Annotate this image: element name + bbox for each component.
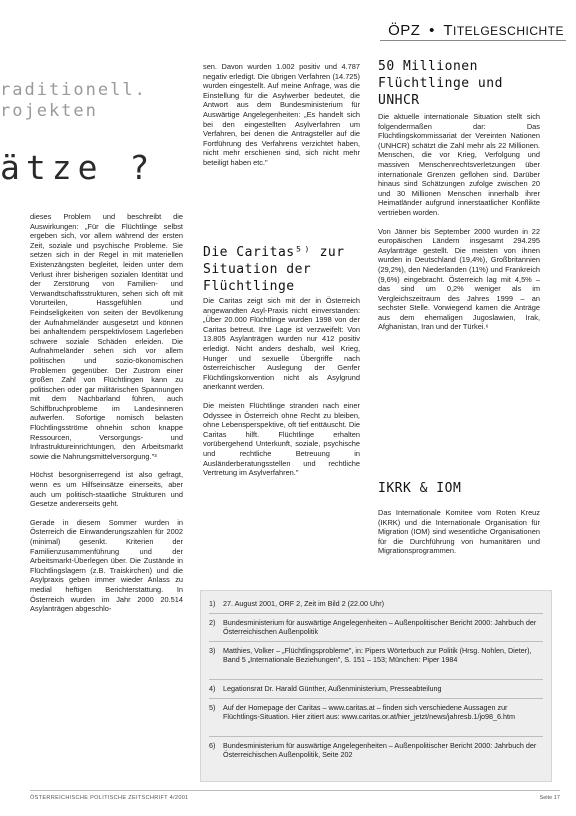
paragraph: sen. Davon wurden 1.002 positiv und 4.787 negativ erledigt. Die übrigen Verfahren (14.725) wurden eingestellt. Auf meine Anfrage, was die Einstellung für die Asylwerber bedeutet, die Antwort aus dem Bundesministerium für Auswärtige Angelegenheiten: „Es handelt sich bei den eingestellten Asylverfahren um Verfahren, bei denen die Antragsteller auf die Fortführung des Verfahrens verzichtet haben, nicht mehr erschienen sind, sich nicht mehr beteiligt haben etc.": [203, 62, 360, 167]
ikrk-heading: IKRK & IOM: [378, 481, 462, 496]
section-rest: ITELGESCHICHTE: [452, 24, 564, 38]
paragraph: dieses Problem und beschreibt die Auswirkungen: „Für die Flüchtlinge selbst ergeben sich, vor allem während der ersten Zeit, soziale und psychische Probleme. Sie setzen sich in der Regel in mit materiellen Existenzängsten begleitet, leiden unter dem Verlust ihrer bisherigen sozialen Identität und der Zerstörung von Familien- und Verwandtschaftsstrukturen, sehen sich oft mit Vorurteilen, Hassgefühlen und Feindseligkeiten von seiten der Bevölkerung der Aufnahmeländer ausgesetzt und können bei anhaltendem perspektivlosem Lagerleben schwere soziale Schäden erleiden. Die Aufnahmeländer sehen sich vor allem politischen und sozio-ökonomischen Problemen gegenüber. Der Zustrom einer großen Zahl von Flüchtlingen kann zu politischen oder gar militärischen Spannungen mit dem Nachbarland führen, auch Schiffbruchprobleme im Landesinneren aufwerfen. Sofortige nomisch belasten Flüchtlingsströme ohnehin schon knappe Ressourcen, Versorgungs- und Infrastruktureinrichtungen, den Arbeitsmarkt sowie die Nahrungsmittelversorgung."³: [30, 212, 183, 461]
paragraph: Das Internationale Komitee vom Roten Kreuz (IKRK) und die Internationale Organisation für Migration (IOM) sind wesentliche Organisationen für die Durchführung von humanitären und Migrationsprogrammen.: [378, 508, 540, 556]
footnote-divider: [209, 698, 543, 699]
column-1: [30, 212, 183, 623]
footnote-text: Auf der Homepage der Caritas – www.caritas.at – finden sich verschiedene Aussagen zur Flüchtlings-Situation. Hier zitiert aus: www.caritas.or.at/hier_jetzt/news/jahresb.1/jo98_6.htm: [223, 703, 516, 722]
paragraph: Die meisten Flüchtlinge stranden nach einer Odyssee in Österreich ohne Recht zu bleiben, ohne Lebensperspektive, oft tief enttäuscht. Die Caritas hilft. Flüchtlinge erhalten vorübergehend Unterkunft, soziale, psychische und rechtliche Betreuung in Ausländerberatungsstellen und rechtliche Vertretung im Asylverfahren.": [203, 400, 360, 478]
article-title-big: ätze ?: [0, 148, 156, 187]
section-label: [388, 22, 564, 39]
paragraph: Die Caritas zeigt sich mit der in Österreich angewandten Asyl-Praxis nicht einverstanden: „Über 20.000 Flüchtlinge wurden 1998 von der Caritas betreut. Ihre Lage ist verzweifelt: Von 13.805 Asylanträgen wurden nur 412 positiv erledigt. Nicht anders deshalb, weil Krieg, Hunger und sexuelle Übergriffe nach österreichischer Auslegung der Genfer Flüchtlingskonvention nicht als Asylgrund anerkannt werden.: [203, 296, 360, 392]
footnote-number: 2): [209, 618, 216, 627]
title-line-2: rojekten: [0, 101, 98, 121]
paragraph: Höchst besorgniserregend ist also gefragt, wenn es um Hilfseinsätze einerseits, aber auch um politisch-staatliche Strukturen und Gesetze andererseits geht.: [30, 470, 183, 509]
footnote-divider: [209, 736, 543, 737]
footnote-number: 6): [209, 741, 216, 750]
title-line-1: raditionell.: [0, 80, 147, 100]
footnote-number: 5): [209, 703, 216, 712]
footnotes-box: [200, 590, 552, 782]
caritas-heading: Die Caritas⁵⁾ zur Situation der Flüchtlinge: [203, 245, 345, 294]
footnote-number: 3): [209, 646, 216, 655]
footnote-divider: [209, 641, 543, 642]
paragraph: Gerade in diesem Sommer wurden in Österreich die Einwanderungszahlen für 2002 (minimal) gesenkt. Kriterien der Familienzusammenführung und der Arbeitsmarkt-Überlegen über. Die Zustände in Flüchtlingslagern (z.B. Traiskirchen) und die Asylpraxis geben immer wieder Anlass zu medial heftigen Berichterstattung. In Österreich wurden im Jahr 2000 20.514 Asylanträgen abgeschlo-: [30, 517, 183, 614]
page-number: Seite 17: [539, 795, 560, 801]
footnote-divider: [209, 679, 543, 680]
magazine-name: ÖPZ: [388, 22, 421, 39]
section-initial: T: [443, 22, 453, 39]
paragraph: Die aktuelle internationale Situation stellt sich folgendermaßen dar: Das Flüchtlingskommissariat der Vereinten Nationen (UNHCR) schätzt die Zahl mehr als 22 Millionen. Menschen, die vor Krieg, Verfolgung und massiven Menschenrechtsverletzungen über internationale Grenzen geflohen sind. Darüber hinaus sind Schätzungen zufolge zwischen 20 und 30 Millionen Menschen innerhalb ihrer Heimatländer aufgrund innerstaatlicher Konflikte vertrieben worden.: [378, 112, 540, 217]
column-2-top: [203, 62, 360, 177]
footer-rule: [30, 790, 560, 791]
footnote-text: Legationsrat Dr. Harald Günther, Außenministerium, Presseabteilung: [223, 684, 442, 693]
column-2-body: [203, 296, 360, 487]
footnote-text: Bundesministerium für auswärtige Angelegenheiten – Außenpolitischer Bericht 2000: Jahrbuch der Österreichischen Außenpolitik, Seite 202: [223, 741, 537, 760]
footer-publication: ÖSTERREICHISCHE POLITISCHE ZEITSCHRIFT 4/2001: [30, 795, 189, 801]
footnote-text: Bundesministerium für auswärtige Angelegenheiten – Außenpolitischer Bericht 2000: Jahrbuch der Österreichischen Außenpolitik: [223, 618, 537, 637]
column-3-top: [378, 112, 540, 341]
footnote-text: Matthies, Volker – „Flüchtlingsprobleme", in: Pipers Wörterbuch zur Politik (Hrsg. Nohlen, Dieter), Band 5 „Internationale Beziehungen", S. 151 – 153; München: Piper 1984: [223, 646, 532, 665]
footnote-number: 4): [209, 684, 216, 693]
footnote-divider: [209, 613, 543, 614]
separator: •: [429, 22, 435, 39]
header-rule: [380, 40, 566, 41]
unhcr-heading: 50 Millionen Flüchtlinge und UNHCR: [378, 59, 503, 108]
article-title-fragment: [0, 80, 200, 122]
column-3-bottom: [378, 508, 540, 565]
footnote-number: 1): [209, 599, 216, 608]
paragraph: Von Jänner bis September 2000 wurden in 22 europäischen Ländern insgesamt 294.295 Asylanträge gestellt. Die meisten von ihnen wurden in Deutschland (19,4%), Großbritannien (29,2%), den Niederlanden (11%) und Frankreich (9,6%) eingebracht. Österreich lag mit 4,5% – das sind um 0,2% weniger als im Vergleichszeitraum des Jahres 1999 – an sechster Stelle. Vorwiegend kamen die Anträge aus dem ehemaligen Jugoslawien, Irak, Afghanistan, Iran und der Türkei.⁶: [378, 226, 540, 332]
footnote-text: 27. August 2001, ORF 2, Zeit im Bild 2 (22.00 Uhr): [223, 599, 384, 608]
